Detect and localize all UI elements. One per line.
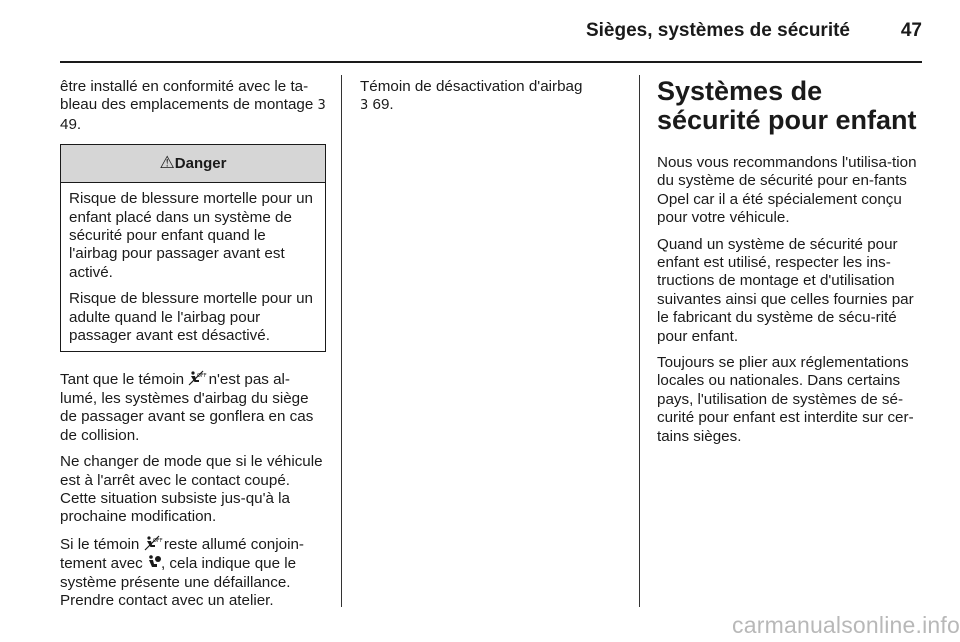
malfunction-text-after: , cela indique que le système présente une défaillance. Prendre contact avec un atelier. bbox=[60, 555, 297, 609]
danger-text-1: Risque de blessure mortelle pour un enfant placé dans un système de sécurité pour enfant quand le l'airbag pour passager avant est activé. bbox=[69, 190, 313, 281]
warning-triangle-icon: ⚠ bbox=[159, 153, 175, 174]
malfunction-text-middle: reste allumé conjoin-tement avec bbox=[60, 535, 304, 573]
header-title: Sièges, systèmes de sécurité bbox=[585, 20, 850, 41]
lamp-text-before: Tant que le témoin bbox=[60, 371, 185, 389]
header-rule bbox=[60, 61, 922, 63]
danger-title: Danger bbox=[174, 155, 227, 173]
section-paragraph-1: Nous vous recommandons l'utilisa-tion du système de sécurité pour en-fants Opel car il a été spécialement conçu pour votre véhicule. bbox=[657, 154, 917, 227]
malfunction-paragraph bbox=[60, 535, 326, 611]
column-divider-1 bbox=[341, 75, 342, 607]
section-paragraph-2: Quand un système de sécurité pour enfant est utilisé, respecter les ins-tructions de montage et d'utilisation suivantes ainsi que celles fournies par le fabricant du système de sécu-rité pour enfant. bbox=[657, 235, 914, 345]
danger-header bbox=[61, 145, 325, 183]
deactivation-paragraph bbox=[360, 78, 622, 116]
section-heading: Systèmes de sécurité pour enfant bbox=[657, 76, 917, 135]
page-ref-icon: 3 bbox=[360, 98, 369, 114]
mode-change-paragraph: Ne changer de mode que si le véhicule est à l'arrêt avec le contact coupé. Cette situation subsiste jus-qu'à la prochaine modification. bbox=[60, 453, 323, 526]
page-ref-icon: 3 bbox=[317, 98, 326, 114]
lamp-text-after: n'est pas al-lumé, les systèmes d'airbag du siège de passager avant se gonflera en cas de collision. bbox=[60, 371, 314, 444]
malfunction-text-before: Si le témoin bbox=[60, 535, 140, 553]
section-paragraph-3: Toujours se plier aux réglementations locales ou nationales. Dans certains pays, l'utilisation de systèmes de sé-curité pour enfant est interdite sur cer-tains sièges. bbox=[657, 354, 914, 445]
svg-text:OFF: OFF bbox=[197, 373, 208, 380]
column-3 bbox=[657, 77, 923, 454]
lamp-paragraph bbox=[60, 370, 326, 445]
danger-text-2: Risque de blessure mortelle pour un adulte quand le l'airbag pour passager avant est désactivé. bbox=[69, 290, 313, 345]
column-2 bbox=[360, 78, 622, 124]
deactivation-text: Témoin de désactivation d'airbag bbox=[360, 78, 583, 95]
column-divider-2 bbox=[639, 75, 640, 607]
airbag-off-indicator-icon bbox=[144, 535, 163, 551]
danger-box bbox=[60, 144, 326, 352]
airbag-off-indicator-icon bbox=[188, 370, 208, 386]
intro-ref[interactable]: 49. bbox=[60, 115, 82, 133]
danger-body bbox=[61, 183, 325, 351]
svg-text:OFF: OFF bbox=[152, 537, 163, 544]
watermark: carmanualsonline.info bbox=[732, 612, 960, 638]
airbag-warning-icon bbox=[147, 554, 161, 570]
intro-paragraph bbox=[60, 78, 326, 134]
intro-text: être installé en conformité avec le ta-bleau des emplacements de montage bbox=[60, 78, 314, 114]
page-number: 47 bbox=[900, 20, 922, 41]
column-1 bbox=[60, 78, 326, 618]
deactivation-ref[interactable]: 69. bbox=[372, 96, 394, 114]
